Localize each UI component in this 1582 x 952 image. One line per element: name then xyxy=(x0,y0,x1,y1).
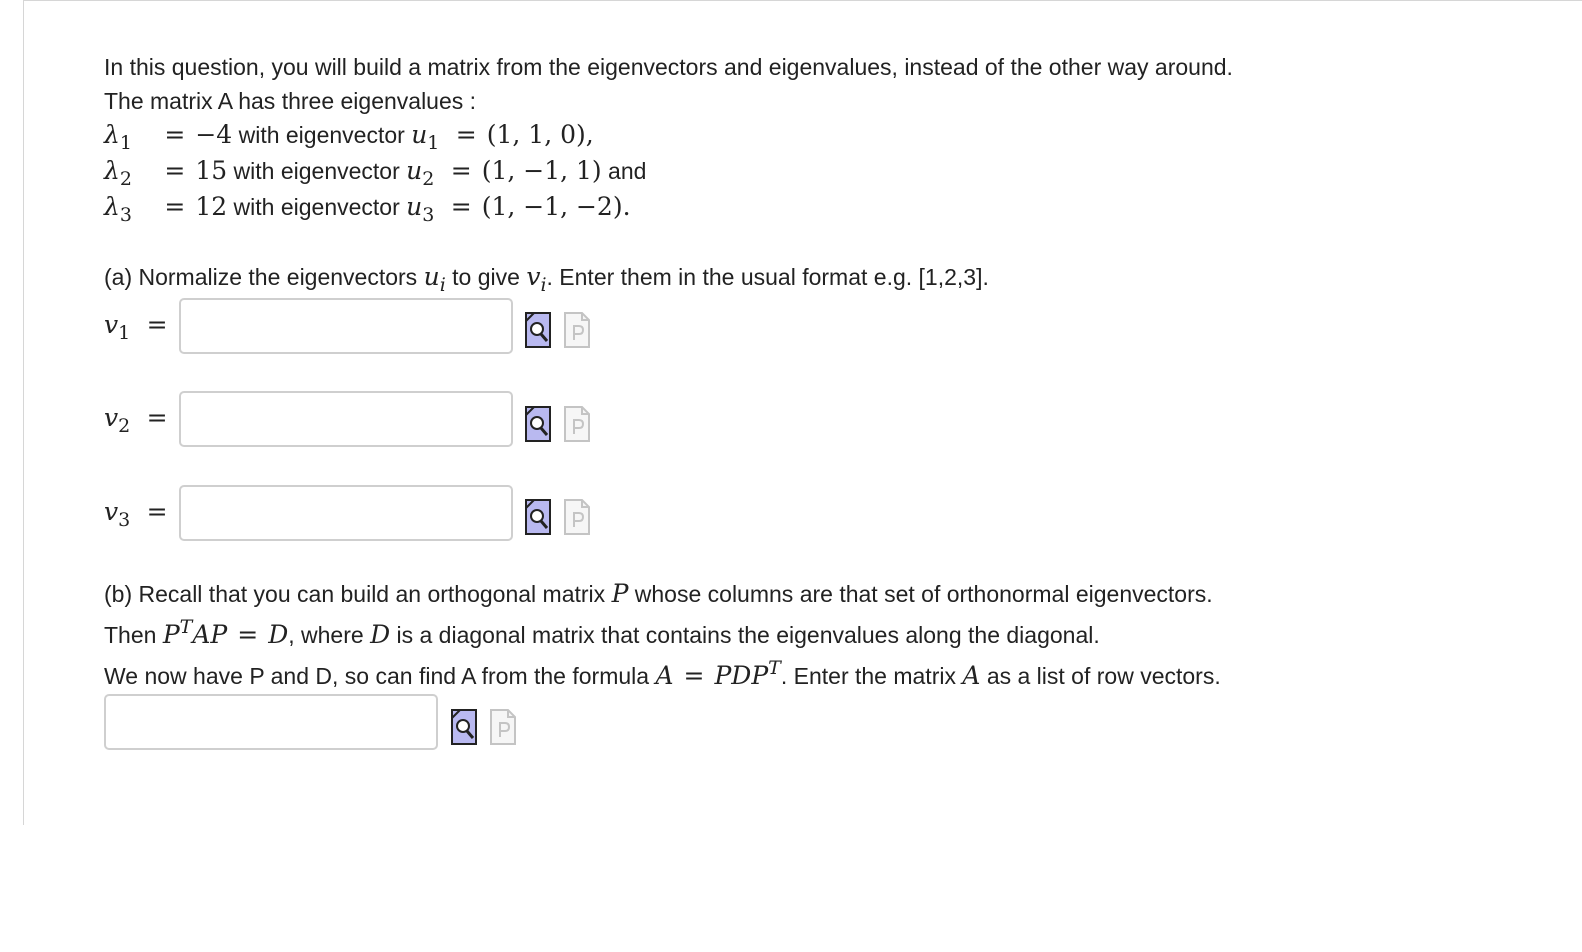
part-b-line-2 xyxy=(104,618,1100,652)
eigen-row-3 xyxy=(104,190,1544,226)
v2-answer-input[interactable] xyxy=(179,391,513,447)
eigenvector-value: (1, −1, 1) xyxy=(481,156,602,185)
equals-sign: = xyxy=(164,120,186,149)
matrix-D-symbol: D xyxy=(370,620,391,649)
print-button[interactable] xyxy=(564,406,590,442)
answer-row-matrix-A xyxy=(104,694,534,752)
lambda-subscript: 2 xyxy=(119,168,132,190)
preview-icon xyxy=(451,709,477,745)
transpose-superscript: T xyxy=(179,616,193,638)
part-b-text: . Enter the matrix xyxy=(780,663,956,689)
eigen-trail: . xyxy=(622,192,631,221)
matrix-A-symbol: A xyxy=(655,661,674,690)
part-b-line-3 xyxy=(104,659,1221,693)
part-b-text: Then xyxy=(104,622,157,648)
part-b-text: , where xyxy=(288,622,364,648)
matrix-PDP-symbol: PDP xyxy=(714,661,769,690)
v-symbol: v xyxy=(526,262,541,291)
preview-button[interactable] xyxy=(525,312,551,348)
lambda-subscript: 1 xyxy=(119,132,132,154)
u-symbol: u xyxy=(423,262,440,291)
transpose-superscript: T xyxy=(768,657,781,679)
matrix-A-answer-input[interactable] xyxy=(104,694,438,750)
lambda-symbol: λ xyxy=(104,156,120,185)
eigen-text: with eigenvector xyxy=(238,122,405,148)
part-b-text: is a diagonal matrix that contains the eigenvalues along the diagonal. xyxy=(396,622,1100,648)
print-icon xyxy=(490,709,516,745)
matrix-A-symbol: A xyxy=(962,661,981,690)
matrix-P-symbol: P xyxy=(162,620,180,649)
answer-label xyxy=(104,403,178,437)
answer-row-v2 xyxy=(104,391,604,449)
part-a-instructions xyxy=(104,260,989,294)
v-subscript: 2 xyxy=(118,415,131,437)
v-subscript: 3 xyxy=(118,509,131,531)
eigen-text: with eigenvector xyxy=(233,158,400,184)
eigenvalue: 12 xyxy=(195,192,228,221)
equals-sign: = xyxy=(146,403,168,432)
preview-button[interactable] xyxy=(525,499,551,535)
print-button[interactable] xyxy=(564,499,590,535)
equals-sign: = xyxy=(237,620,259,649)
eigenvalue: −4 xyxy=(195,120,233,149)
eigenvector-value: (1, 1, 0) xyxy=(486,120,586,149)
eigen-trail: and xyxy=(601,158,647,184)
eigenvector-subscript: 1 xyxy=(427,132,440,154)
preview-icon xyxy=(525,499,551,535)
v-symbol: v xyxy=(104,403,119,432)
part-b-text: as a list of row vectors. xyxy=(986,663,1221,689)
equals-sign: = xyxy=(146,497,168,526)
part-b-text: whose columns are that set of orthonormal eigenvectors. xyxy=(634,581,1213,607)
eigenvector-subscript: 3 xyxy=(422,204,435,226)
preview-button[interactable] xyxy=(451,709,477,745)
eigen-row-2 xyxy=(104,154,1544,190)
eigenvector-symbol: u xyxy=(406,156,423,185)
preview-icon xyxy=(525,312,551,348)
u-subscript: i xyxy=(439,274,446,296)
eigenvector-symbol: u xyxy=(411,120,428,149)
eigen-trail: , xyxy=(585,120,594,149)
intro-line-1: In this question, you will build a matrix from the eigenvectors and eigenvalues, instead of the other way around. xyxy=(104,54,1233,80)
answer-row-v1 xyxy=(104,298,604,356)
part-b-line-1 xyxy=(104,577,1213,611)
equals-sign: = xyxy=(683,661,705,690)
eigenvalue: 15 xyxy=(195,156,228,185)
equals-sign: = xyxy=(164,156,186,185)
v-symbol: v xyxy=(104,497,119,526)
v3-answer-input[interactable] xyxy=(179,485,513,541)
eigenvector-symbol: u xyxy=(406,192,423,221)
eigenvector-value: (1, −1, −2) xyxy=(481,192,623,221)
matrix-AP-symbol: AP xyxy=(192,620,228,649)
matrix-P-symbol: P xyxy=(611,579,629,608)
equals-sign: = xyxy=(146,310,168,339)
v-symbol: v xyxy=(104,310,119,339)
part-a-prefix: (a) Normalize the eigenvectors xyxy=(104,264,418,290)
answer-row-v3 xyxy=(104,485,604,543)
lambda-subscript: 3 xyxy=(119,204,132,226)
lambda-symbol: λ xyxy=(104,192,120,221)
equals-sign: = xyxy=(450,192,472,221)
part-a-mid: to give xyxy=(452,264,520,290)
part-a-suffix: . Enter them in the usual format e.g. [1,2,3]. xyxy=(546,264,989,290)
intro-line-2: The matrix A has three eigenvalues : xyxy=(104,88,477,114)
preview-button[interactable] xyxy=(525,406,551,442)
eigen-text: with eigenvector xyxy=(233,194,400,220)
v-subscript: i xyxy=(540,274,547,296)
v-subscript: 1 xyxy=(118,322,131,344)
eigen-row-1 xyxy=(104,118,1544,154)
preview-icon xyxy=(525,406,551,442)
part-b-text: (b) Recall that you can build an orthogonal matrix xyxy=(104,581,606,607)
print-icon xyxy=(564,406,590,442)
print-icon xyxy=(564,312,590,348)
print-button[interactable] xyxy=(490,709,516,745)
eigenvector-subscript: 2 xyxy=(422,168,435,190)
answer-label xyxy=(104,310,178,344)
equals-sign: = xyxy=(164,192,186,221)
equals-sign: = xyxy=(455,120,477,149)
part-b-text: We now have P and D, so can find A from the formula xyxy=(104,663,650,689)
answer-label xyxy=(104,497,178,531)
equals-sign: = xyxy=(450,156,472,185)
matrix-D-symbol: D xyxy=(268,620,289,649)
question-content xyxy=(104,50,1544,690)
lambda-symbol: λ xyxy=(104,120,120,149)
print-button[interactable] xyxy=(564,312,590,348)
v1-answer-input[interactable] xyxy=(179,298,513,354)
print-icon xyxy=(564,499,590,535)
